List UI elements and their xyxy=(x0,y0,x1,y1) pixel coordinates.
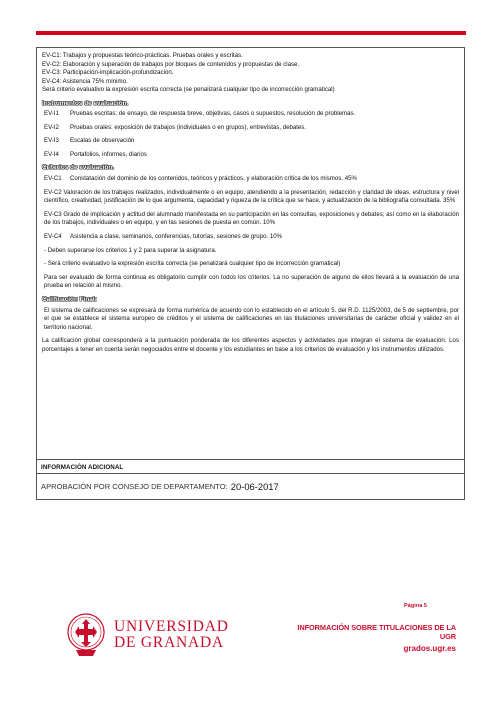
approval-label: APROBACIÓN POR CONSEJO DE DEPARTAMENTO: xyxy=(41,482,228,491)
additional-info-heading: INFORMACIÓN ADICIONAL xyxy=(41,464,124,471)
continuous-evaluation-text: Para ser evaluado de forma continua es obligatorio cumplir con todos los criterios. La no superación de alguno de ellos llevará a la evaluación de una prueba en relación al mismo. xyxy=(44,273,459,290)
criterion-text: Valoración de los trabajos realizados, individualmente o en equipo, atendiendo a la presentación, redacción y claridad de ideas, estructura y nivel científico, creatividad, justificación de lo que argumenta, capacidad y riqueza de la crítica que se hace, y actualización de la bibliografía consultada. 35% xyxy=(44,188,459,205)
criterion-paragraph xyxy=(42,189,459,206)
criteria-summary xyxy=(42,52,459,95)
criteria-note: - Deben superarse los criterios 1 y 2 para superar la asignatura. xyxy=(44,246,217,254)
final-grade-paragraph: El sistema de calificaciones se expresará de forma numérica de acuerdo con lo establecido en el artículo 5. del R.D. 1125/2003, de 5 de septiembre, por el que se establece el sistema europeo de créditos y el sistema de calificaciones en las titulaciones universitarias de carácter oficial y validez en el territorio nacional. xyxy=(44,306,459,331)
criteria-summary-line: EV-C1: Trabajos y propuestas teórico-prácticas. Pruebas orales y escritas. xyxy=(42,52,243,59)
header-red-bar xyxy=(36,31,466,35)
approval-row xyxy=(36,474,465,500)
criteria-summary-line: EV-C4: Asistencia 75% mínimo. xyxy=(42,77,128,85)
criterion-code: EV-C4 xyxy=(44,233,62,241)
university-name-line2: DE GRANADA xyxy=(114,634,225,651)
instrument-code: EV-I2 xyxy=(44,123,59,131)
criteria-summary-line: EV-C2: Elaboración y superación de trabajos por bloques de contenidos y propuestas de clase. xyxy=(42,60,300,68)
footer-info-title: INFORMACIÓN SOBRE TITULACIONES DE LA UGR xyxy=(297,623,456,641)
final-grade-heading: Calificación Final: xyxy=(42,296,97,303)
university-logo xyxy=(66,612,229,658)
instrument-text: Escalas de observación xyxy=(70,137,135,145)
university-crest-icon xyxy=(66,612,106,658)
section-divider xyxy=(37,459,464,460)
criterion-row xyxy=(42,233,459,242)
instrument-text: Pruebas escritas: de ensayo, de respuesta breve, objetivas, casos o supuestos, resolución de problemas. xyxy=(70,110,356,118)
instrument-text: Portafolios, informes, diarios xyxy=(70,150,147,158)
instrument-row xyxy=(42,124,459,133)
university-name-line1: UNIVERSIDAD xyxy=(114,618,229,635)
criterion-text: Asistencia a clase, seminarios, conferencias, tutorías, sesiones de grupo. 10% xyxy=(70,233,283,241)
evaluation-section xyxy=(36,47,465,474)
instruments-heading: Instrumentos de evaluación. xyxy=(42,99,129,107)
criterion-row xyxy=(42,175,459,184)
final-grade-paragraph: La calificación global corresponderá a la puntuación ponderada de los diferentes aspectos y actividades que integran el sistema de evaluación. Los porcentajes a tener en cuenta serán negociados entre el docente y los estudiantes en base a los criterios de evaluación y los instrumentos utilizados. xyxy=(42,337,459,353)
criterion-text: Grado de implicación y actitud del alumnado manifestada en su participación en las consultas, exposiciones y debates; así como en la elaboración de los trabajos, individuales o en equipo, y en las sesiones de puesta en común. 10% xyxy=(44,210,459,227)
instrument-code: EV-I1 xyxy=(44,110,59,118)
approval-date: 20-06-2017 xyxy=(230,481,279,492)
page-number: Página 5 xyxy=(404,603,428,609)
criteria-summary-line: EV-C3: Participación-implicación-profundización. xyxy=(42,69,174,76)
instrument-code: EV-I4 xyxy=(44,150,59,158)
criterion-code: EV-C2 xyxy=(44,188,62,196)
criterion-code: EV-C3 xyxy=(44,210,62,218)
criteria-summary-line: Será criterio evaluativo la expresión escrita correcta (se penalizará cualquier tipo de incorrección gramatical) xyxy=(42,86,335,93)
instrument-row xyxy=(42,110,459,119)
criterion-code: EV-C1 xyxy=(44,175,62,183)
instrument-code: EV-I3 xyxy=(44,137,59,145)
instrument-row xyxy=(42,137,459,146)
instrument-row xyxy=(42,151,459,160)
footer-site-link[interactable]: grados.ugr.es xyxy=(403,644,456,653)
footer-info xyxy=(284,623,456,653)
criteria-note: - Será criterio evaluativo la expresión escrita correcta (se penalizará cualquier tipo de incorrección gramatical) xyxy=(44,260,341,268)
criterion-text: Constatación del dominio de los contenidos, teóricos y prácticos, y elaboración crítica de los mismos. 45% xyxy=(70,175,357,183)
criteria-heading: Criterios de evaluación. xyxy=(42,164,115,172)
criterion-paragraph xyxy=(42,211,459,228)
instrument-text: Pruebas orales: exposición de trabajos (individuales o en grupos), entrevistas, debates. xyxy=(70,123,307,131)
